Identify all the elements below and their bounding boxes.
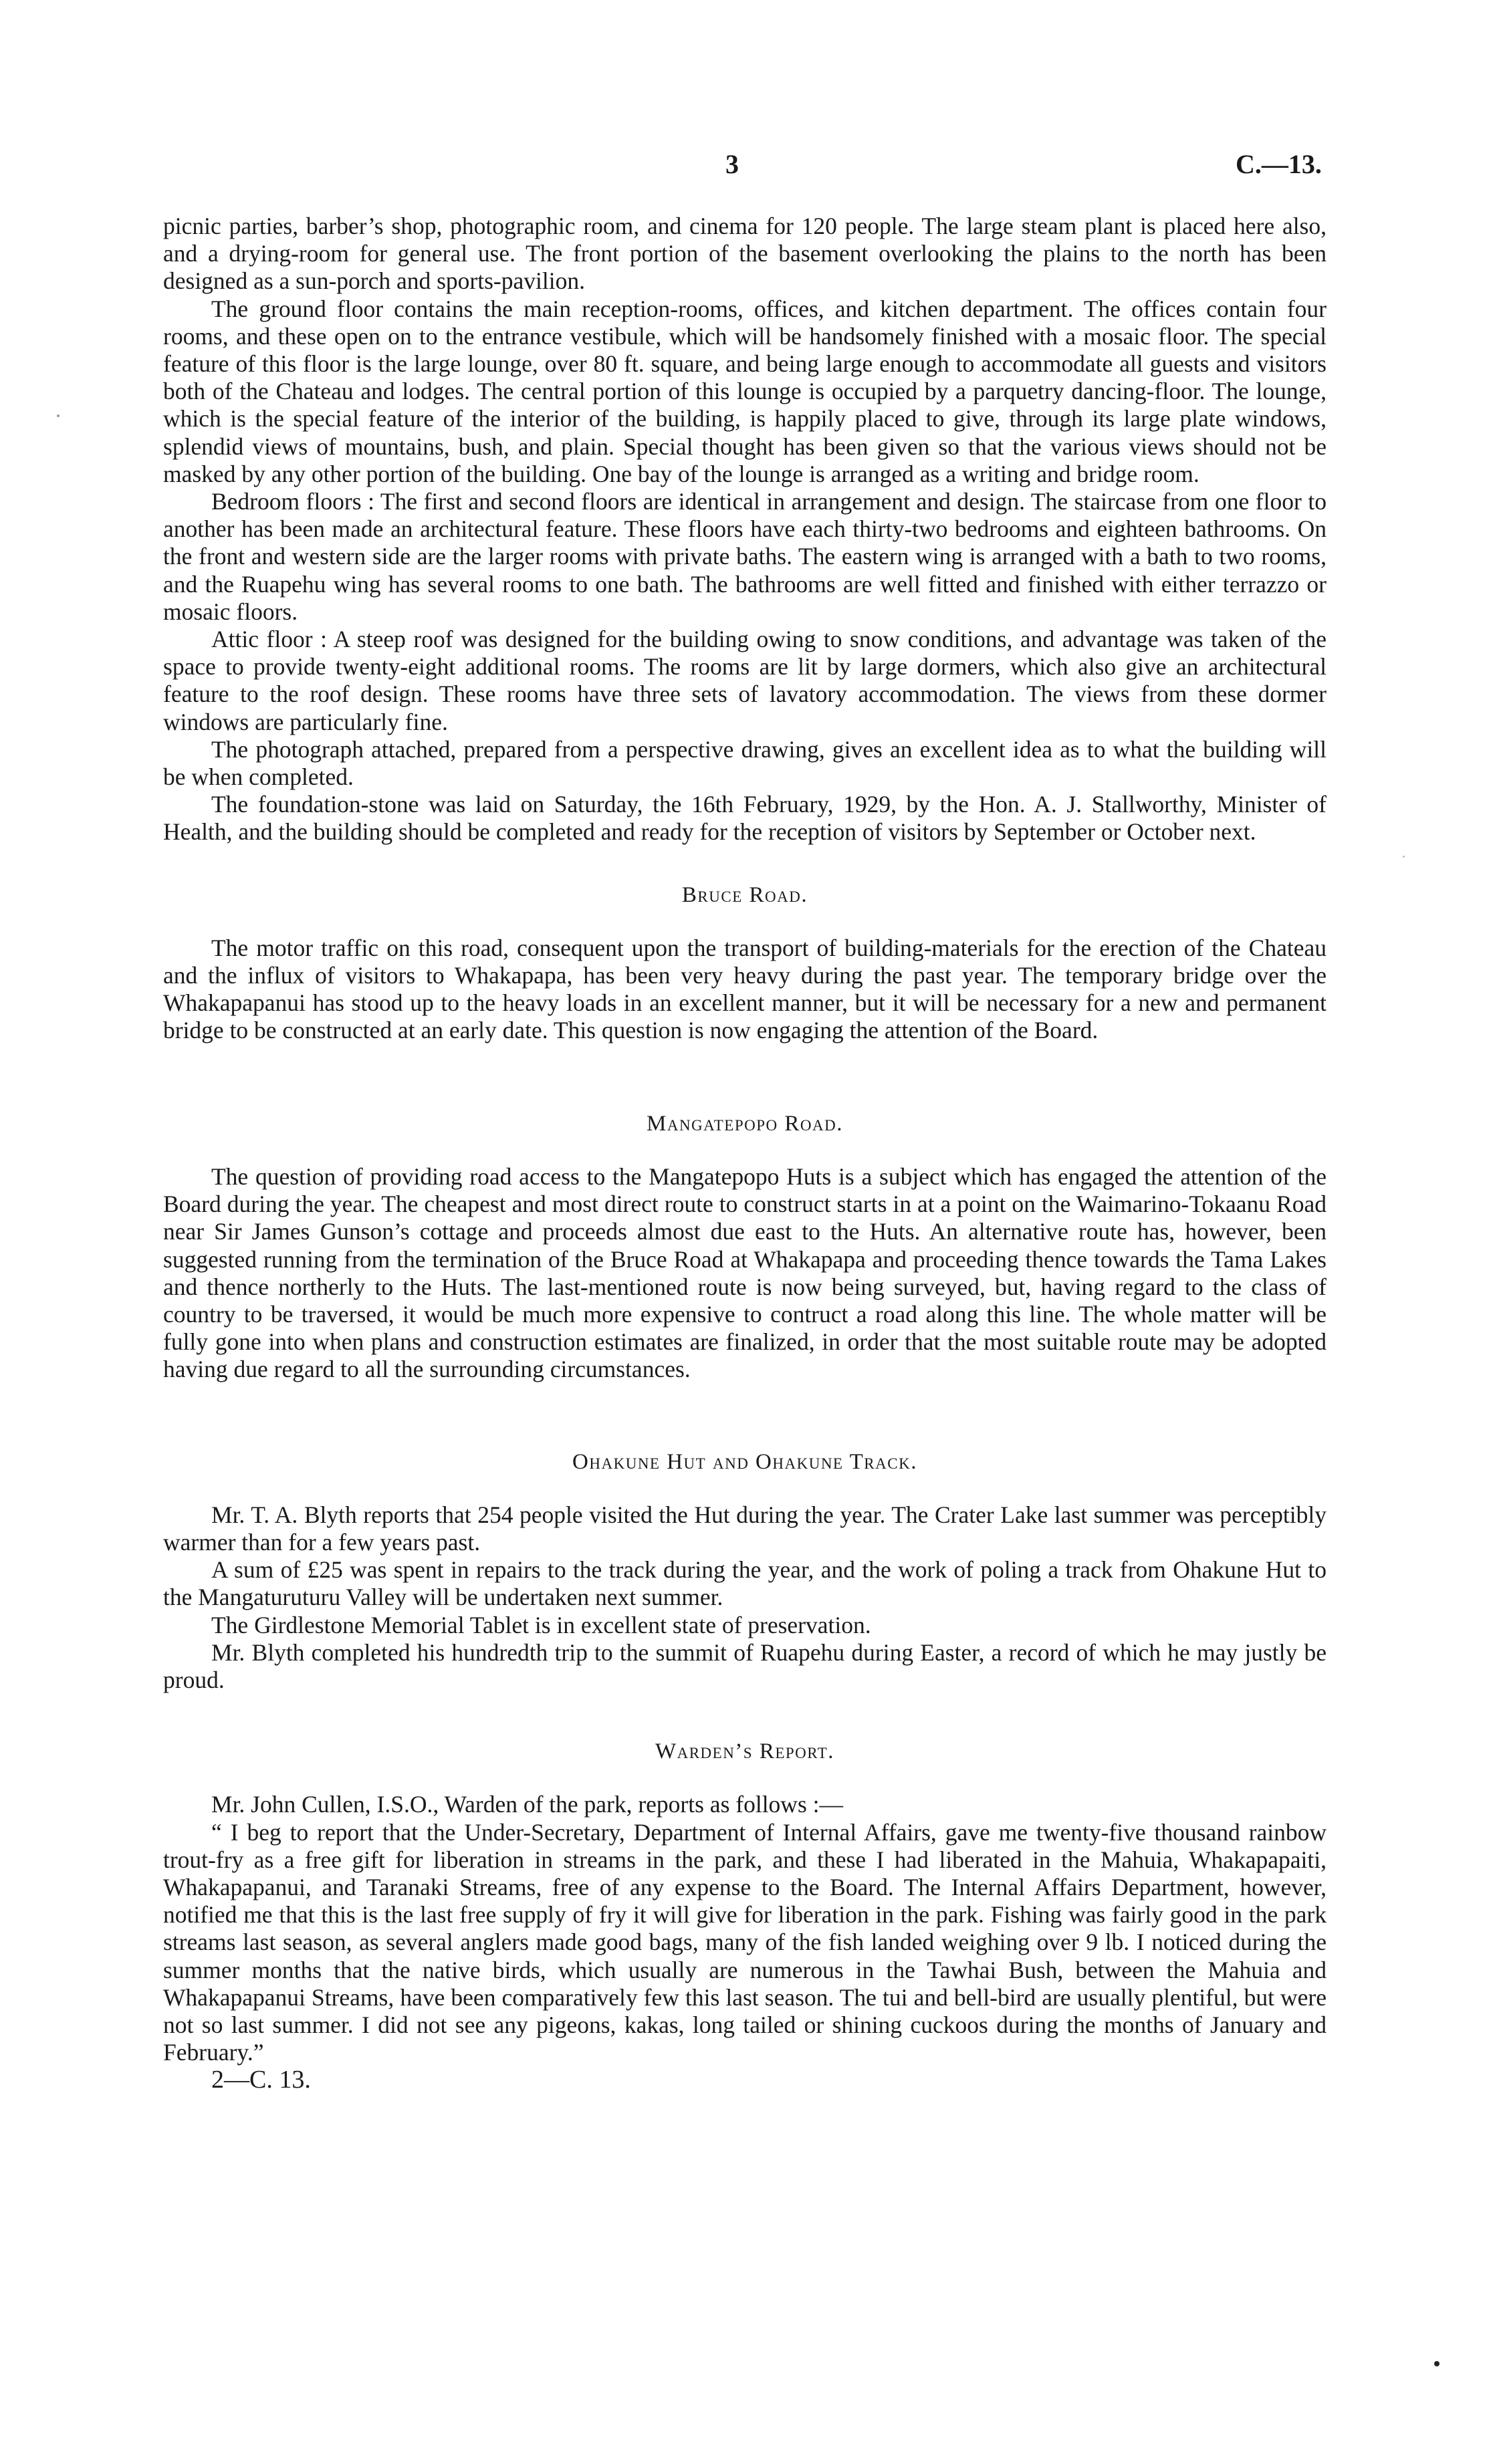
page-header — [0, 148, 1493, 189]
heading-bruce-road: Bruce Road. — [681, 882, 808, 907]
paragraph-warden-intro: Mr. John Cullen, I.S.O., Warden of the park, reports as follows :— — [211, 1791, 843, 1818]
paragraph-bedroom-floors: Bedroom floors : The first and second floors are identical in arrangement and design. The staircase from one floor to another has been made an architectural feature. These floors have each thirty-two bedrooms and eighteen bathrooms. On the front and western side are the larger rooms with private baths. The eastern wing is arranged with a bath to two rooms, and the Ruapehu wing has several rooms to one bath. The bathrooms are well fitted and finished with either terrazzo or mosaic floors. — [163, 488, 1327, 625]
document-reference: C.—13. — [1236, 149, 1322, 179]
paragraph-ohakune-visitors: Mr. T. A. Blyth reports that 254 people visited the Hut during the year. The Crater Lake last summer was perceptibly warmer than for a few years past. — [163, 1501, 1327, 1556]
heading-wardens-report: Warden’s Report. — [655, 1739, 835, 1764]
heading-mangatepopo-road: Mangatepopo Road. — [647, 1111, 843, 1136]
report-body — [163, 213, 1327, 2094]
paragraph-photograph: The photograph attached, prepared from a perspective drawing, gives an excellent idea as to what the building will be when completed. — [163, 735, 1327, 791]
sheet-reference: 2—C. 13. — [211, 2066, 311, 2094]
paragraph-bruce-road: The motor traffic on this road, consequent upon the transport of building-materials for the erection of the Chateau and the influx of visitors to Whakapapa, has been very heavy during the past year. The temporary bridge over the Whakapapanui has stood up to the heavy loads in an excellent manner, but it will be necessary for a new and permanent bridge to be constructed at an early date. This question is now engaging the attention of the Board. — [163, 934, 1327, 1044]
paragraph-ohakune-track: A sum of £25 was spent in repairs to the track during the year, and the work of poling a track from Ohakune Hut to the Mangaturuturu Valley will be undertaken next summer. — [163, 1556, 1327, 1611]
paragraph-warden-quote: “ I beg to report that the Under-Secretary, Department of Internal Affairs, gave me twenty-five thousand rainbow trout-fry as a free gift for liberation in streams in the park, and these I had liberated in the Mahuia, Whakapapaiti, Whakapapanui, and Taranaki Streams, free of any expense to the Board. The Internal Affairs Department, however, notified me that this is the last free supply of fry it will give for liberation in the park. Fishing was fairly good in the park streams last season, as several anglers made good bags, many of the fish landed weighing over 9 lb. I noticed during the summer months that the native birds, which usually are numerous in the Tawhai Bush, between the Mahuia and Whakapapanui Streams, have been comparatively few this last season. The tui and bell-bird are usually plentiful, but were not so last summer. I did not see any pigeons, kakas, long tailed or shining cuckoos during the months of January and February.” — [163, 1818, 1327, 2066]
paragraph-blyth-trip: Mr. Blyth completed his hundredth trip to the summit of Ruapehu during Easter, a record of which he may justly be proud. — [163, 1638, 1327, 1693]
page-number: 3 — [725, 149, 739, 179]
paragraph-attic-floor: Attic floor : A steep roof was designed for the building owing to snow conditions, and advantage was taken of the space to provide twenty-eight additional rooms. The rooms are lit by large dormers, which also give an architectural feature to the roof design. These rooms have three sets of lavatory accommodation. The views from these dormer windows are particularly fine. — [163, 626, 1327, 735]
paragraph-girdlestone-tablet: The Girdlestone Memorial Tablet is in excellent state of preservation. — [211, 1611, 871, 1638]
paragraph-ground-floor: The ground floor contains the main reception-rooms, offices, and kitchen department. The offices contain four rooms, and these open on to the entrance vestibule, which will be handsomely finished with a mosaic floor. The special feature of this floor is the large lounge, over 80 ft. square, and being large enough to accommodate all guests and visitors both of the Chateau and lodges. The central portion of this lounge is occupied by a parquetry dancing-floor. The lounge, which is the special feature of the interior of the building, is happily placed to give, through its large plate windows, splendid views of mountains, bush, and plain. Special thought has been given so that the various views should not be masked by any other portion of the building. One bay of the lounge is arranged as a writing and bridge room. — [163, 295, 1327, 487]
paragraph-basement: picnic parties, barber’s shop, photographic room, and cinema for 120 people. The large steam plant is placed here also, and a drying-room for general use. The front portion of the basement overlooking the plains to the north has been designed as a sun-porch and sports-pavilion. — [163, 213, 1327, 295]
print-speck — [1403, 856, 1405, 858]
paragraph-foundation-stone: The foundation-stone was laid on Saturday, the 16th February, 1929, by the Hon. A. J. Stallworthy, Minister of Health, and the building should be completed and ready for the reception of visitors by September or October next. — [163, 791, 1327, 846]
print-speck — [1434, 2361, 1440, 2366]
heading-ohakune: Ohakune Hut and Ohakune Track. — [572, 1449, 917, 1474]
paragraph-mangatepopo-road: The question of providing road access to the Mangatepopo Huts is a subject which has engaged the attention of the Board during the year. The cheapest and most direct route to construct starts in at a point on the Waimarino-Tokaanu Road near Sir James Gunson’s cottage and proceeds almost due east to the Huts. An alternative route has, however, been suggested running from the termination of the Bruce Road at Whakapapa and proceeding thence towards the Tama Lakes and thence northerly to the Huts. The last-mentioned route is now being surveyed, but, having regard to the class of country to be traversed, it would be much more expensive to contruct a road along this line. The whole matter will be fully gone into when plans and construction estimates are finalized, in order that the most suitable route may be adopted having due regard to all the surrounding circumstances. — [163, 1162, 1327, 1383]
print-speck — [57, 414, 60, 417]
